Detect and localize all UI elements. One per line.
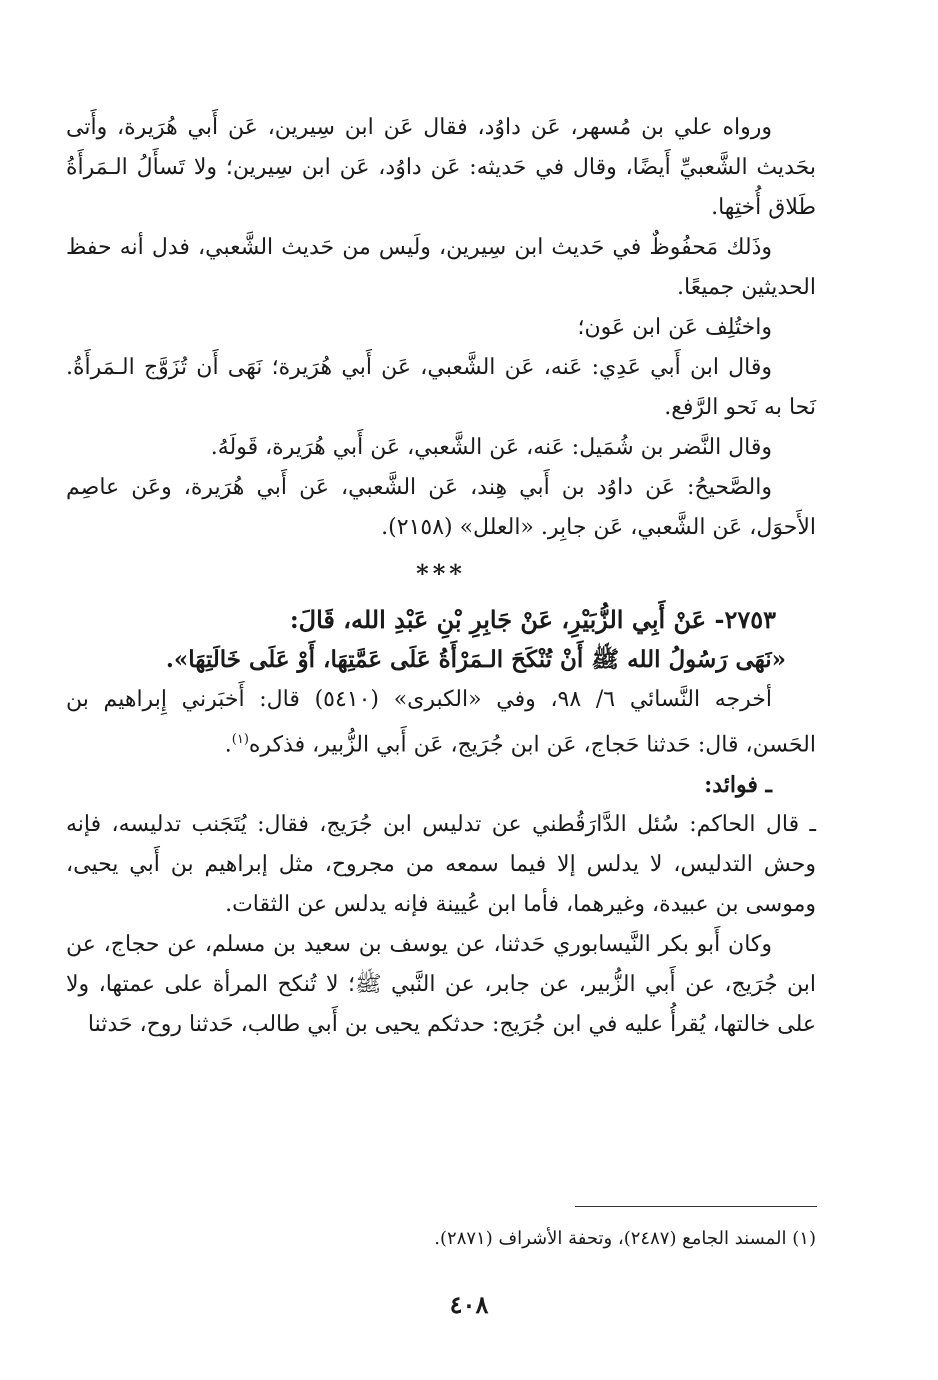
hadith-heading: ٢٧٥٣- عَنْ أَبِي الزُّبَيْرِ، عَنْ جَابِرِ بْنِ عَبْدِ الله، قَالَ: — [289, 605, 776, 634]
paragraph: وكان أَبو بكر النَّيسابوري حَدثنا، عن يوسف بن سعيد بن مسلم، عن حجاج، عن ابن جُرَيج، عن أَبي الزُّبير، عن جابر، عن النَّبي ﷺ؛ لا تُنكح المرأة على عمتها، ولا على خالتها، يُقرأُ عليه في ابن جُرَيج: حدثكم يحيى بن أَبي طالب، حَدثنا روح، حَدثنا — [66, 932, 816, 1038]
main-text — [66, 108, 816, 1045]
hadith-text: «نَهَى رَسُولُ الله ﷺ أَنْ تُنْكَحَ الـمَرْأَةُ عَلَى عَمَّتِهَا، أَوْ عَلَى خَالَتِهَا». — [165, 646, 786, 673]
section-separator: *** — [416, 559, 466, 588]
footnote-ref: (١) — [231, 732, 249, 747]
paragraph: ورواه علي بن مُسهر، عَن داوُد، فقال عَن ابن سِيرين، عَن أَبي هُرَيرة، وأَتى بحَديث الشَّعبيِّ أَيضًا، وقال في حَديثه: عَن داوُد، عَن ابن سِيرين؛ ولا تَسأَلُ الـمَرأَةُ طَلاق أُختِها. — [66, 115, 816, 220]
paragraph: واختُلِف عَن ابن عَون؛ — [577, 315, 772, 340]
paragraph: وذَلك مَحفُوظٌ في حَديث ابن سِيرين، ولَيس من حَديث الشَّعبي، فدل أنه حفظ الحديثين جميعًا. — [66, 235, 816, 300]
paragraph: وقال ابن أَبي عَدِي: عَنه، عَن الشَّعبي، عَن أَبي هُرَيرة؛ نَهَى أَن تُزَوَّج الـمَرأَةُ. نَحا به نَحو الرَّفع. — [66, 355, 816, 420]
takhrij-text: أخرجه النَّسائي ٦/ ٩٨، وفي «الكبرى» (٥٤١٠) قال: أَخبَرني إِبراهيم بن الحَسن، قال: حَدثنا حَجاج، عَن ابن جُرَيج، عَن أَبي الزُّبير، فذكره — [66, 687, 816, 758]
takhrij-paragraph — [66, 680, 816, 765]
paragraph: وقال النَّضر بن شُمَيل: عَنه، عَن الشَّعبي، عَن أَبي هُرَيرة، قَولَهُ. — [210, 435, 772, 460]
paragraph: والصَّحيحُ: عَن داوُد بن أَبي هِند، عَن الشَّعبي، عَن أَبي هُرَيرة، وعَن عاصِم الأَحوَل، عَن الشَّعبي، عَن جابِر. «العلل» (٢١٥٨). — [66, 475, 816, 540]
takhrij-end: . — [224, 732, 232, 758]
page-number: ٤٠٨ — [449, 1290, 489, 1319]
footnote: (١) المسند الجامع (٢٤٨٧)، وتحفة الأشراف (٢٨٧١). — [434, 1228, 816, 1249]
footnote-divider — [575, 1206, 817, 1207]
fawaid-heading: ـ فوائد: — [704, 772, 772, 799]
paragraph: ـ قال الحاكم: سُئل الدَّارَقُطني عن تدليس ابن جُرَيج، فقال: يُتَجَنب تدليسه، فإنه وحش التدليس، لا يدلس إلا فيما سمعه من مجروح، مثل إبراهيم بن أَبي يحيى، وموسى بن عبيدة، وغيرهما، فأما ابن عُيينة فإنه يدلس عن الثقات. — [66, 812, 816, 918]
